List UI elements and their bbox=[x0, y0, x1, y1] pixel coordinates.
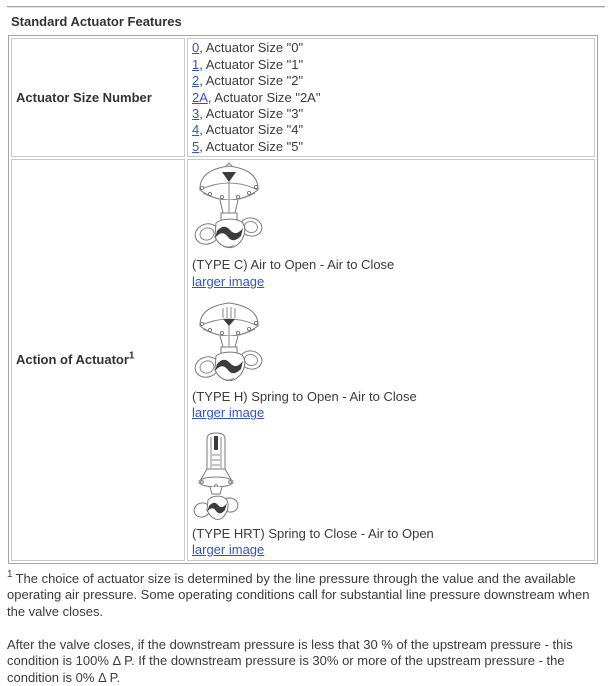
size-1-label: , Actuator Size "1" bbox=[199, 56, 304, 72]
footnotes-section bbox=[7, 571, 605, 686]
actuator-caption: (TYPE HRT) Spring to Close - Air to Open bbox=[192, 525, 434, 541]
footnote-ref-marker: 1 bbox=[128, 350, 135, 362]
footnote-paragraph-1 bbox=[7, 571, 605, 620]
larger-image-link-type-hrt[interactable]: larger image bbox=[192, 542, 265, 558]
top-divider bbox=[7, 6, 605, 8]
actuator-caption: (TYPE H) Spring to Open - Air to Close bbox=[192, 389, 417, 405]
valve-type-hrt-drawing-icon bbox=[192, 431, 240, 524]
valve-type-c-drawing-icon bbox=[192, 161, 266, 255]
size-4-label: , Actuator Size "4" bbox=[199, 122, 304, 138]
footnote-paragraph-2 bbox=[7, 637, 605, 686]
size-2-label: , Actuator Size "2" bbox=[199, 73, 304, 89]
actuator-figure-type-hrt bbox=[192, 431, 590, 559]
actuator-caption: (TYPE C) Air to Open - Air to Close bbox=[192, 257, 395, 273]
larger-image-link-type-c[interactable]: larger image bbox=[192, 273, 265, 289]
valve-type-h-drawing-icon bbox=[192, 299, 266, 387]
size-2a-label: , Actuator Size "2A" bbox=[207, 89, 321, 105]
size-5-label: , Actuator Size "5" bbox=[199, 138, 304, 154]
features-table bbox=[8, 35, 598, 563]
actuator-figure-type-c bbox=[192, 161, 590, 290]
list-item bbox=[192, 106, 590, 122]
size-2-link[interactable]: 2 bbox=[192, 73, 200, 89]
list-item bbox=[192, 73, 590, 89]
action-label-text: Action of Actuator bbox=[16, 351, 129, 367]
size-5-link[interactable]: 5 bbox=[192, 138, 200, 154]
size-2a-link[interactable]: 2A bbox=[192, 89, 208, 105]
size-0-link[interactable]: 0 bbox=[192, 40, 200, 56]
list-item bbox=[192, 139, 590, 155]
footnote-text-2: After the valve closes, if the downstream pressure is less that 30 % of the upstream pressure - this condition is 100% Δ P. If the downstream pressure is 30% or more of the upstream pressure - the condition is 0% Δ P. bbox=[7, 636, 573, 685]
actuator-figure-type-h bbox=[192, 299, 590, 422]
row-label-action-of-actuator bbox=[11, 159, 185, 560]
larger-image-link-type-h[interactable]: larger image bbox=[192, 405, 265, 421]
list-item bbox=[192, 90, 590, 106]
table-row-actuator-size bbox=[11, 38, 595, 157]
actuator-size-links-cell bbox=[187, 38, 595, 157]
size-4-link[interactable]: 4 bbox=[192, 122, 200, 138]
page-title: Standard Actuator Features bbox=[11, 14, 182, 29]
size-3-link[interactable]: 3 bbox=[192, 106, 200, 122]
footnote-ref: 1 bbox=[7, 569, 13, 581]
row-label-actuator-size: Actuator Size Number bbox=[11, 38, 185, 157]
size-1-link[interactable]: 1 bbox=[192, 56, 200, 72]
list-item bbox=[192, 40, 590, 56]
list-item bbox=[192, 57, 590, 73]
size-3-label: , Actuator Size "3" bbox=[199, 106, 304, 122]
actuator-images-cell bbox=[187, 159, 595, 560]
table-row-action-of-actuator bbox=[11, 159, 595, 560]
list-item bbox=[192, 122, 590, 138]
footnote-text-1: The choice of actuator size is determined by the line pressure through the value and the available operating air pressure. Some operating conditions call for substantial line pressure downstream when the valve closes. bbox=[7, 570, 590, 619]
size-0-label: , Actuator Size "0" bbox=[199, 40, 304, 56]
